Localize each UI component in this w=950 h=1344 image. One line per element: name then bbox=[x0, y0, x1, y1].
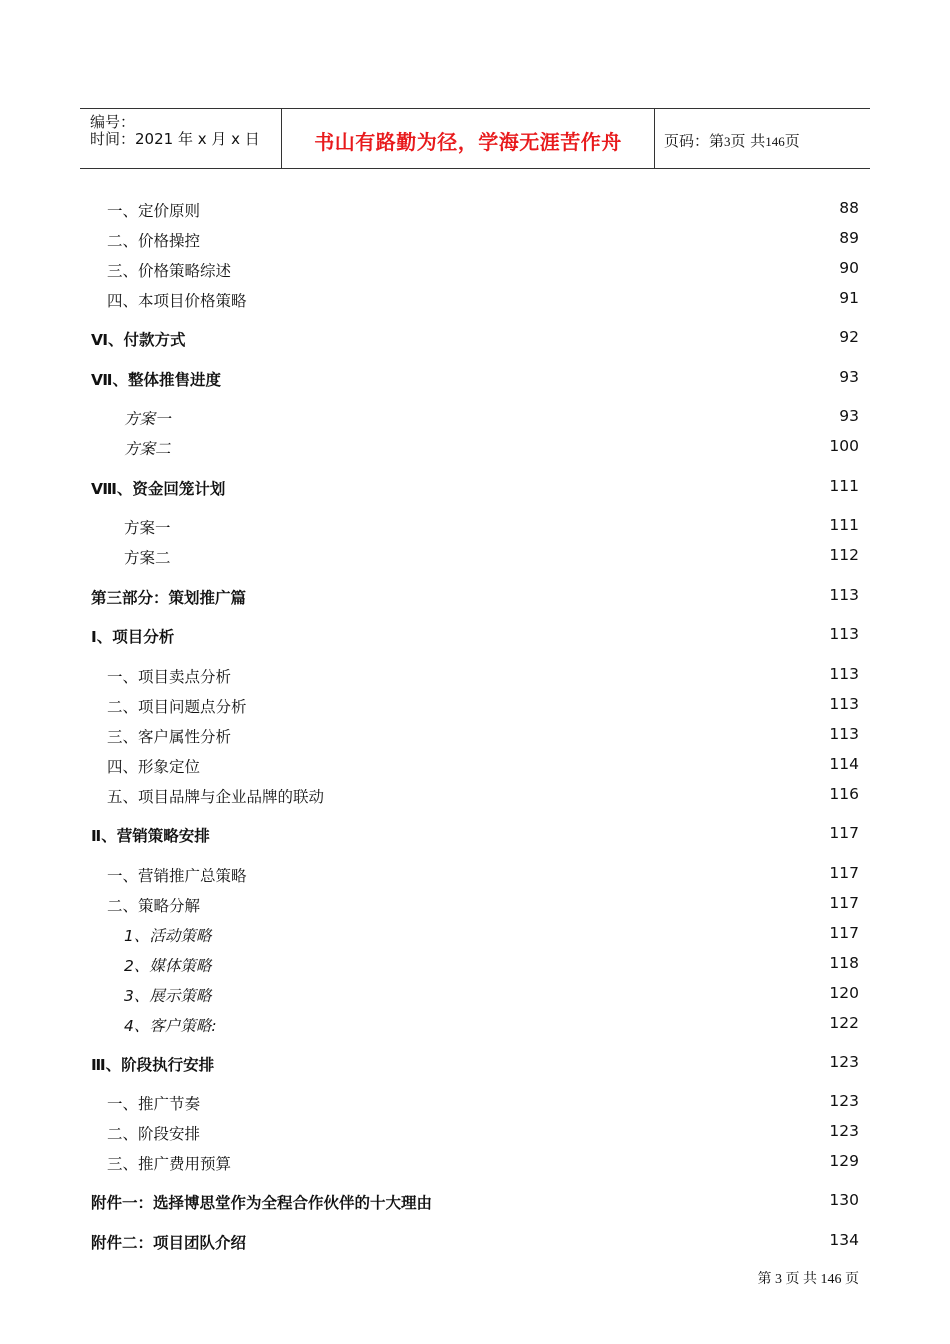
toc-entry bbox=[0, 1191, 950, 1215]
toc-entry bbox=[0, 924, 950, 948]
toc-entry bbox=[0, 665, 950, 689]
toc-entry-title: 三、推广费用预算 bbox=[107, 1155, 232, 1173]
toc-entry bbox=[0, 984, 950, 1008]
toc-entry-title: 2、媒体策略 bbox=[124, 957, 212, 975]
toc-entry-title: 一、推广节奏 bbox=[107, 1095, 201, 1113]
toc-entry bbox=[0, 546, 950, 570]
page-total: 146 bbox=[765, 134, 785, 149]
document-time-label: 时间：2021 年 x 月 x 日 bbox=[90, 130, 260, 148]
toc-entry bbox=[0, 477, 950, 501]
toc-entry-title: 五、项目品牌与企业品牌的联动 bbox=[107, 788, 325, 806]
toc-entry bbox=[0, 199, 950, 223]
toc-entry-title: 1、活动策略 bbox=[124, 927, 212, 945]
toc-entry-page: 92 bbox=[839, 328, 859, 346]
toc-entry-page: 130 bbox=[829, 1191, 859, 1209]
toc-entry-page: 117 bbox=[829, 924, 859, 942]
toc-entry-page: 123 bbox=[829, 1053, 859, 1071]
toc-entry-page: 134 bbox=[829, 1231, 859, 1249]
toc-entry-title: Ⅵ、付款方式 bbox=[91, 331, 186, 349]
toc-entry-title: Ⅷ、资金回笼计划 bbox=[91, 480, 226, 498]
toc-entry-title: Ⅱ、营销策略安排 bbox=[91, 827, 210, 845]
toc-entry bbox=[0, 625, 950, 649]
toc-entry-page: 113 bbox=[829, 665, 859, 683]
toc-entry-title: 4、客户策略: bbox=[124, 1017, 217, 1035]
toc-entry-title: Ⅰ、项目分析 bbox=[91, 628, 175, 646]
toc-entry-page: 93 bbox=[839, 407, 859, 425]
page-current: 3 bbox=[724, 134, 731, 149]
toc-entry bbox=[0, 368, 950, 392]
toc-entry bbox=[0, 864, 950, 888]
toc-entry bbox=[0, 586, 950, 610]
toc-entry bbox=[0, 1231, 950, 1255]
toc-entry-page: 112 bbox=[829, 546, 859, 564]
toc-entry-page: 113 bbox=[829, 625, 859, 643]
toc-entry bbox=[0, 695, 950, 719]
toc-entry-title: 二、价格操控 bbox=[107, 232, 201, 250]
page-mid: 页 共 bbox=[730, 132, 766, 150]
toc-entry-title: Ⅲ、阶段执行安排 bbox=[91, 1056, 215, 1074]
toc-entry bbox=[0, 1152, 950, 1176]
toc-entry-page: 129 bbox=[829, 1152, 859, 1170]
toc-entry-page: 120 bbox=[829, 984, 859, 1002]
toc-entry-title: 三、价格策略综述 bbox=[107, 262, 232, 280]
document-code-label: 编号： bbox=[90, 113, 136, 131]
page-prefix: 页码：第 bbox=[664, 132, 725, 150]
toc-entry-title: 三、客户属性分析 bbox=[107, 728, 232, 746]
toc-entry-page: 117 bbox=[829, 824, 859, 842]
toc-entry-title: 第三部分：策划推广篇 bbox=[91, 589, 247, 607]
toc-entry bbox=[0, 1053, 950, 1077]
toc-entry-page: 90 bbox=[839, 259, 859, 277]
toc-entry-title: 一、项目卖点分析 bbox=[107, 668, 232, 686]
page-footer: 第 3 页 共 146 页 bbox=[757, 1272, 859, 1287]
toc-entry-page: 91 bbox=[839, 289, 859, 307]
toc-entry bbox=[0, 328, 950, 352]
toc-entry-title: 二、策略分解 bbox=[107, 897, 201, 915]
toc-entry-page: 93 bbox=[839, 368, 859, 386]
toc-entry-page: 113 bbox=[829, 725, 859, 743]
toc-entry-title: 3、展示策略 bbox=[124, 987, 212, 1005]
toc-entry bbox=[0, 824, 950, 848]
toc-entry-page: 88 bbox=[839, 199, 859, 217]
toc-entry bbox=[0, 289, 950, 313]
toc-entry-page: 123 bbox=[829, 1092, 859, 1110]
toc-entry-page: 111 bbox=[829, 477, 859, 495]
toc-entry bbox=[0, 954, 950, 978]
toc-entry-title: 附件二：项目团队介绍 bbox=[91, 1234, 247, 1252]
toc-entry-page: 89 bbox=[839, 229, 859, 247]
toc-entry-title: 四、形象定位 bbox=[107, 758, 201, 776]
toc-entry-page: 117 bbox=[829, 864, 859, 882]
toc-entry bbox=[0, 516, 950, 540]
toc-entry bbox=[0, 1092, 950, 1116]
toc-entry bbox=[0, 437, 950, 461]
toc-entry-page: 114 bbox=[829, 755, 859, 773]
toc-entry-title: 方案一 bbox=[124, 410, 171, 428]
toc-entry bbox=[0, 785, 950, 809]
toc-entry-title: 四、本项目价格策略 bbox=[107, 292, 247, 310]
toc-entry-page: 117 bbox=[829, 894, 859, 912]
toc-entry bbox=[0, 725, 950, 749]
toc-entry-page: 113 bbox=[829, 586, 859, 604]
toc-entry-page: 122 bbox=[829, 1014, 859, 1032]
toc-entry-title: 方案二 bbox=[124, 440, 171, 458]
toc-entry-title: 二、阶段安排 bbox=[107, 1125, 201, 1143]
toc-entry-title: Ⅶ、整体推售进度 bbox=[91, 371, 221, 389]
toc-entry bbox=[0, 894, 950, 918]
toc-entry bbox=[0, 407, 950, 431]
toc-entry-page: 118 bbox=[829, 954, 859, 972]
toc-entry-title: 方案二 bbox=[124, 549, 171, 567]
toc-entry-page: 111 bbox=[829, 516, 859, 534]
page-suffix: 页 bbox=[784, 132, 800, 150]
toc-entry-page: 100 bbox=[829, 437, 859, 455]
toc-entry bbox=[0, 1014, 950, 1038]
toc-entry-page: 123 bbox=[829, 1122, 859, 1140]
toc-entry-title: 附件一：选择博思堂作为全程合作伙伴的十大理由 bbox=[91, 1194, 433, 1212]
toc-entry-title: 一、定价原则 bbox=[107, 202, 201, 220]
toc-entry-page: 113 bbox=[829, 695, 859, 713]
toc-entry bbox=[0, 755, 950, 779]
header-motto: 书山有路勤为径，学海无涯苦作舟 bbox=[314, 130, 622, 154]
toc-entry-title: 二、项目问题点分析 bbox=[107, 698, 247, 716]
toc-entry bbox=[0, 229, 950, 253]
toc-entry bbox=[0, 1122, 950, 1146]
toc-entry-page: 116 bbox=[829, 785, 859, 803]
toc-entry bbox=[0, 259, 950, 283]
toc-entry-title: 一、营销推广总策略 bbox=[107, 867, 247, 885]
toc-entry-title: 方案一 bbox=[124, 519, 171, 537]
